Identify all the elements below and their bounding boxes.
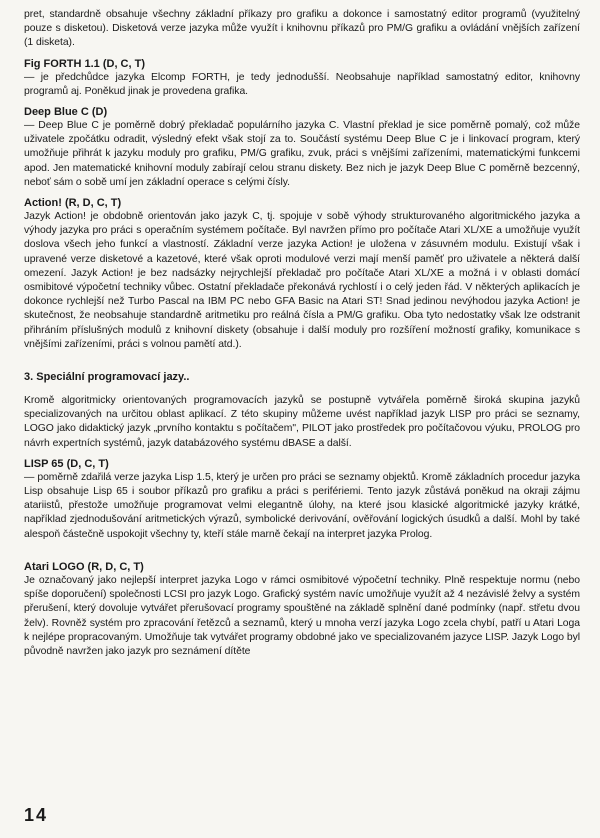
section-heading: Atari LOGO (R, D, C, T) (24, 560, 144, 573)
section-heading: Deep Blue C (D) (24, 106, 108, 119)
section-paragraph: — Deep Blue C je poměrně dobrý překladač populárního jazyka C. Vlastní překlad je sice poměrně pomalý, což může uživatele zpočátku odradit, výsledný efekt však stojí za to. Součástí systému Deep Blue C je i linkovací program, který umožňuje přihrát k jazyku moduly pro grafiku, PM/G grafiku, zvuk, práci s vnějšími zařízeními, matematickými funkcemi apod. Jen matematické knihovní moduly zabírají celou stranu diskety. Bez nich je jazyk Deep Blue C poměrně bezcenný, neboť sám o sobě umí jen základní operace s celými čísly. (24, 120, 580, 188)
section-heading: Fig FORTH 1.1 (D, C, T) (24, 57, 145, 70)
section-fig-forth (24, 57, 580, 99)
section-atari-logo (24, 560, 580, 659)
section-action (24, 196, 580, 352)
section-lisp-65 (24, 457, 580, 542)
section-special-languages (24, 370, 580, 451)
chapter-heading: 3. Speciální programovací jazy.. (24, 371, 190, 384)
section-paragraph: Kromě algoritmicky orientovaných programovacích jazyků se postupně vytvářela poměrně široká skupina jazyků specializovaných na určitou oblast aplikací. Z této skupiny můžeme uvést například jazyk LISP pro práci se seznamy, LOGO jako didaktický jazyk „prvního kontaktu s počítačem", PILOT jako prostředek pro počítačovou výuku, PROLOG pro návrh expertních systémů, jazyk databázového systému dBASE a další. (24, 395, 580, 449)
section-paragraph: Je označovaný jako nejlepší interpret jazyka Logo v rámci osmibitové výpočetní techniky. Plně respektuje normu (nebo spíše doporučení) společnosti LCSI pro jazyk Logo. Grafický systém navíc umožňuje využít až 4 nezávislé želvy a systém přerušení, který dovoluje vytvářet přerušovací programy spouštěné na základě splnění dané podmínky (např. střetu dvou želv). Rovněž systém pro zpracování řetězců a seznamů, který u mnoha verzí jazyka Logo zcela chybí, patří u Atari Loga k nejlépe propracovaným. Umožňuje tak vytvářet programy obdobné jako ve specializovaném jazyce LISP. Jazyk Logo byl původně navržen jako jazyk pro seznámení dítěte (24, 574, 580, 657)
section-paragraph: Jazyk Action! je obdobně orientován jako jazyk C, tj. spojuje v sobě výhody strukturovaného algoritmického jazyka a výhody jazyka pro práci s operačním systémem počítače. Byl navržen přímo pro počítače Atari XL/XE a umožňuje využít doslova všech jeho funkcí a vlastností. Základní verze jazyka Action! je uložena v zásuvném modulu. Existují však i upravené verze disketové a kazetové, které však oproti modulové verzi mají menší paměť pro uživatele a některá další omezení. Jazyk Action! je bez nadsázky nejrychlejší překladač pro počítače Atari XL/XE a možná i v oblasti domácí osmibitové výpočetní techniky vůbec. Ostatní překladače překonává rychlostí i o celý jeden řád. V některých aplikacích je dokonce rychlejší než Turbo Pascal na IBM PC nebo GFA Basic na Atari ST! Snad jedinou nevýhodou jazyka Action! je skutečnost, že neobsahuje standardně aritmetiku pro reálná čísla a PM/G grafiku. Oba tyto nedostatky však lze odstranit přihráním příslušných modulů z knihovní diskety (obsahuje i další moduly pro rozšíření možností grafiky, komunikace s vnějšími zařízeními, práci s volnou pamětí atd.). (24, 211, 580, 350)
intro-paragraph: pret, standardně obsahuje všechny základní příkazy pro grafiku a dokonce i samostatný editor programů (využitelný pouze s disketou). Disketová verze jazyka může využít i knihovnu příkazů pro PM/G grafiku a ovládání vnějších zařízení (1 disketa). (24, 9, 580, 49)
section-paragraph: — je předchůdce jazyka Elcomp FORTH, je tedy jednodušší. Neobsahuje například samostatný editor, knihovny programů aj. Poněkud jinak je provedena grafika. (24, 71, 580, 97)
section-heading: LISP 65 (D, C, T) (24, 457, 109, 470)
section-deep-blue-c (24, 105, 580, 190)
page-number: 14 (24, 805, 49, 825)
section-paragraph: — poměrně zdařilá verze jazyka Lisp 1.5, který je určen pro práci se seznamy objektů. Kromě základních procedur jazyka Lisp obsahuje Lisp 65 i soubor příkazů pro grafiku a práci s perifériemi. Tento jazyk zůstává poněkud na okraji zájmu atariistů, přestože umožňuje programovat velmi elegantně úlohy, na které jsou klasické algoritmické jazyky krátké, například zjednodušování aritmetických výrazů, symbolické derivování, ověřování logických úsudků a další. Mohl by také alespoň částečně uspokojit všechny ty, kteří stále marně čekají na interpret jazyka Prolog. (24, 471, 580, 540)
section-heading: Action! (R, D, C, T) (24, 197, 122, 210)
